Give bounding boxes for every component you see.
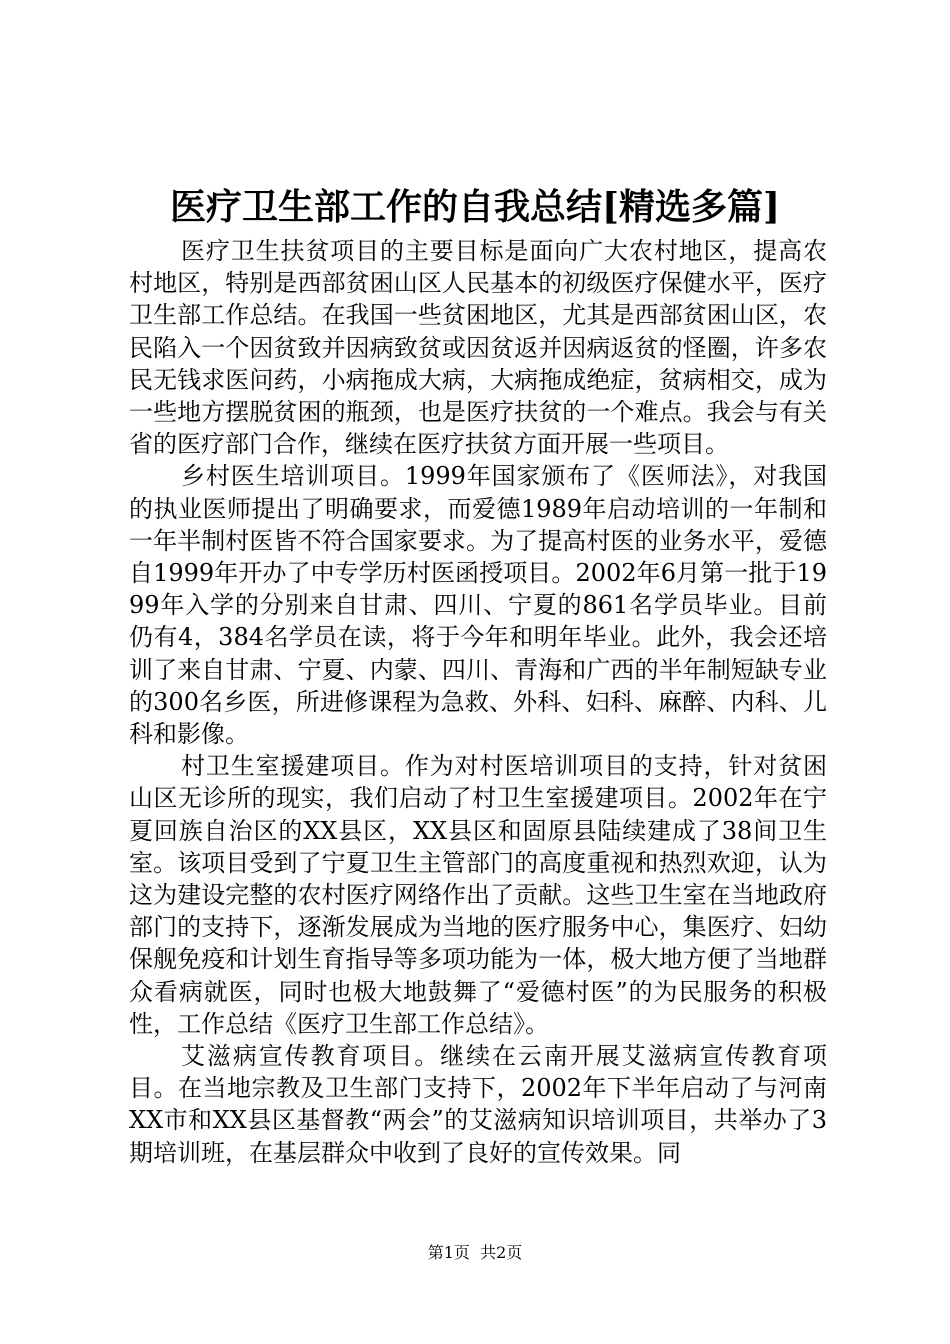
document-title: 医疗卫生部工作的自我总结[精选多篇] bbox=[169, 186, 781, 228]
paragraph-1: 医疗卫生扶贫项目的主要目标是面向广大农村地区，提高农村地区，特别是西部贫困山区人民基本的初级医疗保健水平，医疗卫生部工作总结。在我国一些贫困地区，尤其是西部贫困山区，农民陷入一个因贫致并因病致贫或因贫返并因病返贫的怪圈，许多农民无钱求医问药，小病拖成大病，大病拖成绝症，贫病相交，成为一些地方摆脱贫困的瓶颈，也是医疗扶贫的一个难点。我会与有关省的医疗部门合作，继续在医疗扶贫方面开展一些项目。 bbox=[129, 237, 827, 459]
document-body bbox=[129, 235, 827, 1169]
page-footer bbox=[0, 1242, 950, 1264]
paragraph-2: 乡村医生培训项目。1999年国家颁布了《医师法》，对我国的执业医师提出了明确要求，而爱德1989年启动培训的一年制和一年半制村医皆不符合国家要求。为了提高村医的业务水平，爱德自1999年开办了中专学历村医函授项目。2002年6月第一批于1999年入学的分别来自甘肃、四川、宁夏的861名学员毕业。目前仍有4，384名学员在读，将于今年和明年毕业。此外，我会还培训了来自甘肃、宁夏、内蒙、四川、青海和广西的半年制短缺专业的300名乡医，所进修课程为急救、外科、妇科、麻醉、内科、儿科和影像。 bbox=[129, 462, 827, 749]
page-total: 共2页 bbox=[480, 1243, 523, 1262]
footer-separator bbox=[470, 1243, 480, 1262]
page-number: 第1页 bbox=[427, 1243, 470, 1262]
paragraph-4: 艾滋病宣传教育项目。继续在云南开展艾滋病宣传教育项目。在当地宗教及卫生部门支持下，2002年下半年启动了与河南XX市和XX县区基督教“两会”的艾滋病知识培训项目，共举办了3期培训班，在基层群众中收到了良好的宣传效果。同 bbox=[129, 1042, 827, 1167]
paragraph-3: 村卫生室援建项目。作为对村医培训项目的支持，针对贫困山区无诊所的现实，我们启动了村卫生室援建项目。2002年在宁夏回族自治区的XX县区，XX县区和固原县陆续建成了38间卫生室。该项目受到了宁夏卫生主管部门的高度重视和热烈欢迎，认为这为建设完整的农村医疗网络作出了贡献。这些卫生室在当地政府部门的支持下，逐渐发展成为当地的医疗服务中心，集医疗、妇幼保舰免疫和计划生育指导等多项功能为一体，极大地方便了当地群众看病就医，同时也极大地鼓舞了“爱德村医”的为民服务的积极性，工作总结《医疗卫生部工作总结》。 bbox=[129, 752, 827, 1038]
